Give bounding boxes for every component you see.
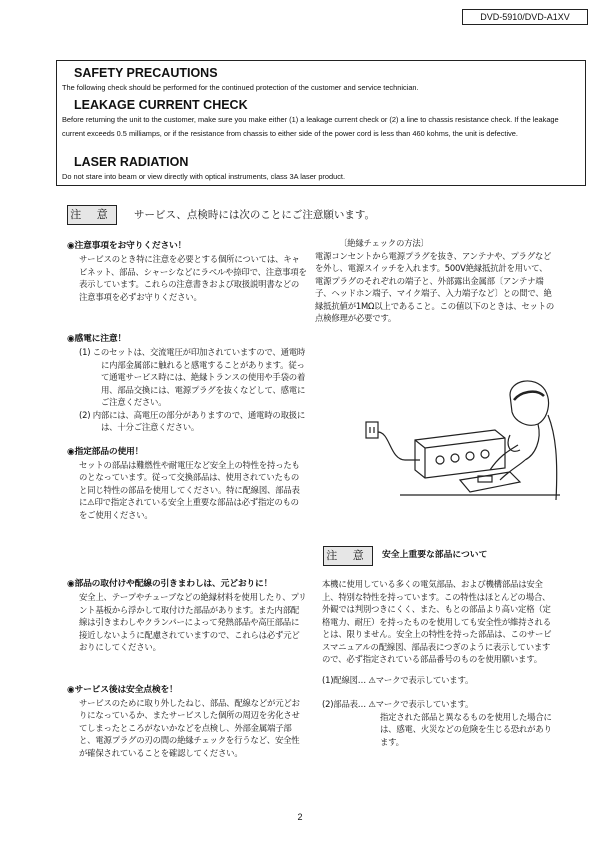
insulation-section (315, 237, 555, 325)
page-number: 2 (297, 812, 303, 822)
model-number-box: DVD-5910/DVD-A1XV (462, 9, 588, 25)
caution-tag: 注 意 (67, 205, 117, 225)
left-column-lower (67, 578, 307, 759)
shock-item-1: (1) このセットは、交流電圧が印加されていますので、通電時に内部金属部に触れると感電することがあります。従って通電サービス時には、絶縁トランスの使用や手袋の着用、部品交換には、電源プラグを抜くなどして、感電にご注意ください。 (79, 347, 306, 407)
left-column (67, 240, 307, 521)
notice-title: ◉注意事項をお守りください！ (67, 241, 187, 251)
caution-heading: サービス、点検時には次のことにご注意願います。 (134, 209, 375, 221)
insulation-title: 〔絶縁チェックの方法〕 (339, 238, 429, 248)
wiring-body: 安全上、テープやチューブなどの絶縁材料を使用したり、プリント基板から浮かして取付けた部品があります。また内部配線は引きまわしやクランパーによって発熱部品や高圧部品に接近しないように配慮されていますので、これらは必ず元どおりにしてください。 (79, 592, 307, 652)
insulation-body: 電源コンセントから電源プラグを抜き、アンテナや、プラグなどを外し、電源スイッチを入れます。500V絶縁抵抗計を用いて、電源プラグのそれぞれの端子と、外部露出金属部〔アンテナ端子、ヘッドホン端子、マイク端子、入力端子など〕との間で、絶縁抵抗値が1MΩ以上であること。この値以下のときは、セットの点検修理が必要です。 (315, 250, 555, 323)
leakage-text: Before returning the unit to the customer, make sure you make either (1) a leakage current check or (2) a line to chassis resistance check. If the leakage current exceeds 0.5 milliamps, or if the resistance from chassis to either side of the power cord is less than 460 kohms, the unit is defective. (62, 115, 559, 138)
shock-item-2: (2) 内部には、高電圧の部分がありますので、通電時の取扱には、十分ご注意ください。 (79, 409, 306, 432)
important-tag: 注 意 (323, 546, 373, 566)
inspection-body: サービスのために取り外したねじ、部品、配線などが元どおりになっているか、またサービスした個所の周辺を劣化させてしまったところがないかなどを点検し、外部金属端子部と、電源プラグの刃の間の絶縁チェックを行うなど、安全性が確保されていることを確認してください。 (79, 697, 300, 758)
notice-body: サービスのとき特に注意を必要とする個所については、キャビネット、部品、シャーシなどにラベルや捺印で、注意事項を表示しています。これらの注意書きおよび取扱説明書などの注意事項を必ずお守りください。 (79, 254, 307, 302)
important-section (322, 578, 558, 748)
important-item-2-body: 指定された部品と異なるものを使用した場合には、感電、火災などの危険を生じる恐れがあります。 (380, 711, 552, 747)
laser-text: Do not stare into beam or view directly with optical instruments, class 3A laser product. (62, 172, 346, 181)
inspection-title: ◉サービス後は安全点検を！ (67, 684, 178, 695)
important-item-1: (1)配線図… ⚠マークで表示しています。 (322, 674, 474, 685)
shock-title: ◉感電に注意！ (67, 334, 127, 344)
parts-body: セットの部品は難燃性や耐電圧など安全上の特性を持ったものとなっています。従って交換部品は、使用されていたものと同じ特性の部品を使用してください。特に配線図、部品表に⚠印で指定されている安全上重要な部品は必ず指定のものをご使用ください。 (79, 459, 300, 520)
parts-title: ◉指定部品の使用！ (67, 446, 144, 457)
wiring-title: ◉部品の取付けや配線の引きまわしは、元どおりに！ (67, 579, 273, 589)
safety-title: SAFETY PRECAUTIONS (74, 66, 218, 80)
important-item-2-label: (2)部品表… ⚠マークで表示しています。 (322, 699, 474, 709)
laser-title: LASER RADIATION (74, 155, 189, 169)
insulation-test-illustration (360, 360, 560, 510)
important-body: 本機に使用している多くの電気部品、および機構部品は安全上、特別な特性を持っています。この特性はほとんどの場合、外観では判別つきにくく、また、もとの部品より高い定格（定格電力、耐圧）を持ったものを使用しても安全性が維持されるとは、限りません。安全上の特性を持った部品は、このサービスマニュアルの配線図、部品表につぎのように表示していますので、必ず指定されている部品番号のものを使用願います。 (322, 579, 552, 664)
leakage-title: LEAKAGE CURRENT CHECK (74, 98, 248, 112)
important-heading: 安全上重要な部品について (382, 550, 488, 560)
safety-text: The following check should be performed for the continued protection of the customer and service technician. (62, 83, 419, 92)
